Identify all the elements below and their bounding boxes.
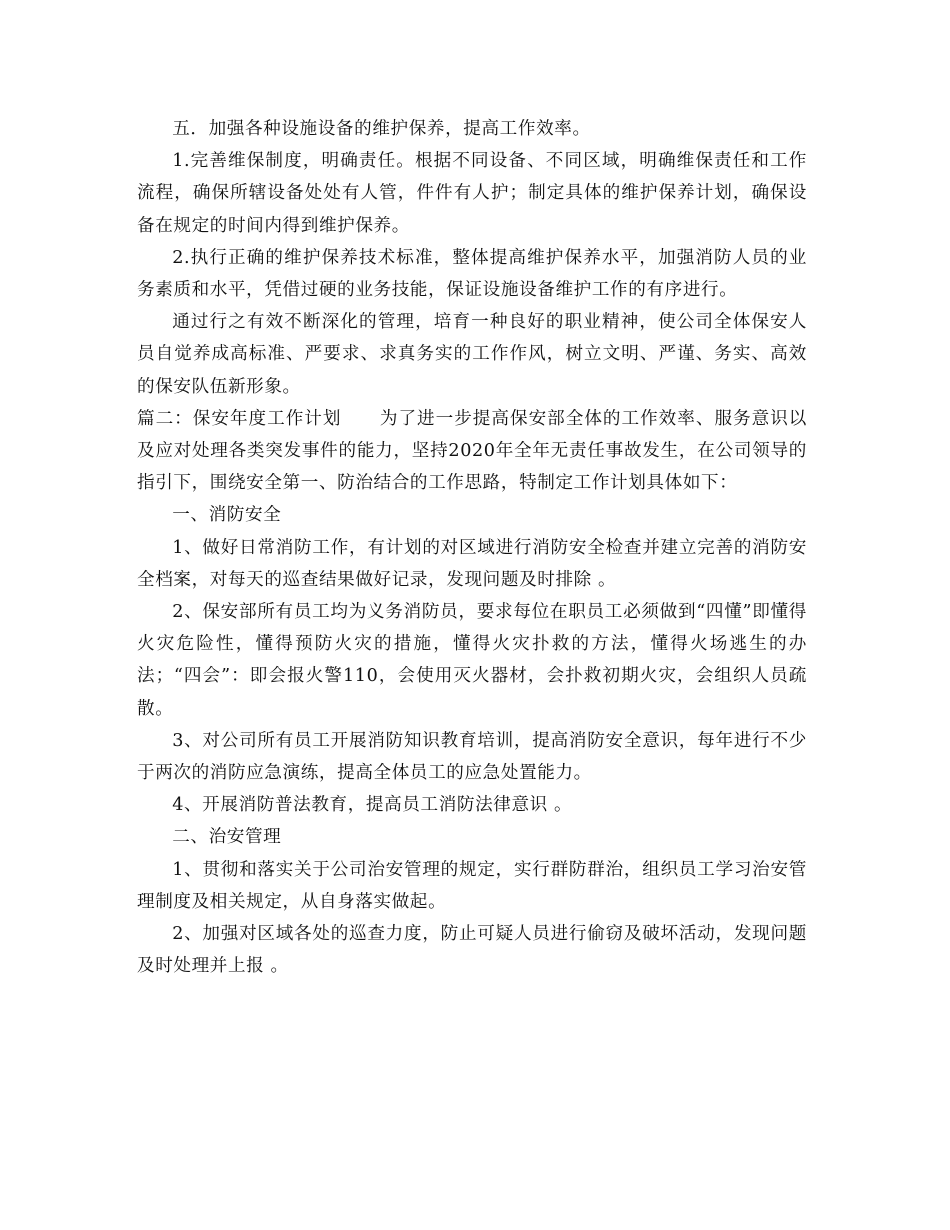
security-item-2: 2、加强对区域各处的巡查力度，防止可疑人员进行偷窃及破坏活动，发现问题及时处理并上报 。: [137, 924, 807, 977]
paragraph-item-1: 1.完善维保制度，明确责任。根据不同设备、不同区域，明确维保责任和工作流程，确保所辖设备处处有人管，件件有人护；制定具体的维护保养计划，确保设备在规定的时间内得到维护保养。: [137, 151, 807, 236]
paragraph-item-2: 2.执行正确的维护保养技术标准，整体提高维护保养水平，加强消防人员的业务素质和水平，凭借过硬的业务技能，保证设施设备维护工作的有序进行。: [137, 247, 807, 301]
heading-fire-safety: 一、消防安全: [172, 505, 282, 526]
document-body: [137, 113, 807, 982]
section2-paragraph: [137, 403, 807, 500]
section2-title: 篇二：保安年度工作计划: [137, 408, 342, 429]
heading-public-security: 二、治安管理: [172, 827, 282, 848]
paragraph-heading-5: 五．加强各种设施设备的维护保养，提高工作效率。: [172, 119, 591, 139]
fire-item-3: 3、对公司所有员工开展消防知识教育培训，提高消防安全意识，每年进行不少于两次的消防应急演练，提高全体员工的应急处置能力。: [137, 730, 807, 784]
security-item-1: 1、贯彻和落实关于公司治安管理的规定，实行群防群治，组织员工学习治安管理制度及相关规定，从自身落实做起。: [137, 859, 807, 912]
paragraph-summary: 通过行之有效不断深化的管理，培育一种良好的职业精神，使公司全体保安人员自觉养成高标准、严要求、求真务实的工作作风，树立文明、严谨、务实、高效的保安队伍新形象。: [137, 312, 807, 397]
fire-item-1: 1、做好日常消防工作，有计划的对区域进行消防安全检查并建立完善的消防安全档案，对每天的巡查结果做好记录，发现问题及时排除 。: [137, 537, 807, 590]
fire-item-4: 4、开展消防普法教育，提高员工消防法律意识 。: [172, 795, 573, 816]
section2-intro: 为了进一步提高保安部全体的工作效率、服务意识以及应对处理各类突发事件的能力，坚持2020年全年无责任事故发生，在公司领导的指引下，围绕安全第一、防治结合的工作思路，特制定工作计划具体如下：: [137, 408, 807, 494]
fire-item-2: 2、保安部所有员工均为义务消防员，要求每位在职员工必须做到“四懂”即懂得火灾危险性，懂得预防火灾的措施，懂得火灾扑救的方法，懂得火场逃生的办法；“四会”：即会报火警110，会使用灭火器材，会扑救初期火灾，会组织人员疏散。: [137, 602, 807, 719]
